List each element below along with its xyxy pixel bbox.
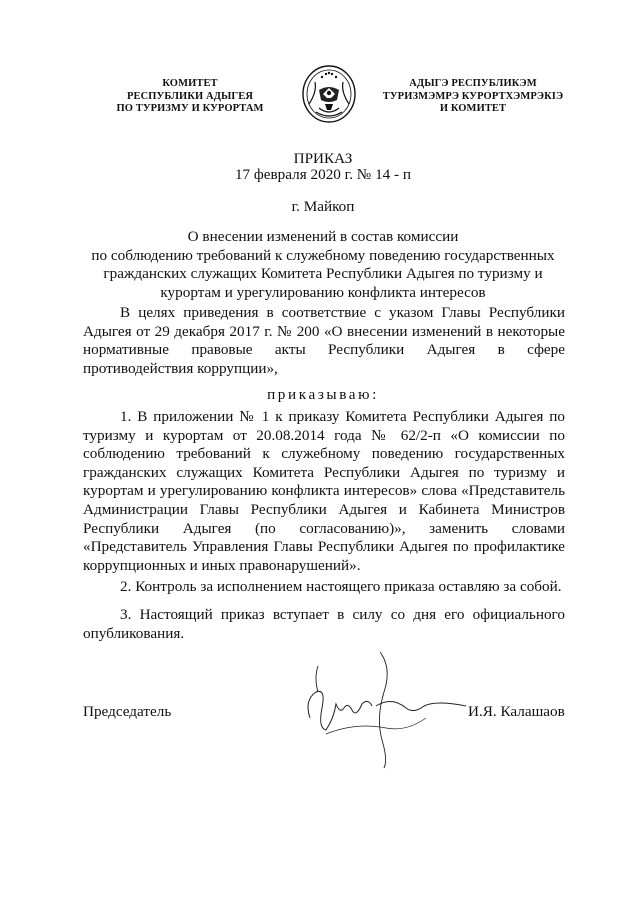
issuer-left-line: ПО ТУРИЗМУ И КУРОРТАМ	[116, 103, 264, 114]
item-1-paragraph: 1. В приложении № 1 к приказу Комитета Республики Адыгея по туризму и курортам от 20.08.2014 года № 62/2-п «О комиссии по соблюдению требований к служебному поведению государственных гражданских служащих Комитета Республики Адыгея по туризму и курортам и урегулированию конфликта интересов» слова «Представитель Администрации Главы Республики Адыгея и Кабинета Министров Республики Адыгея (по согласованию)», заменить словами «Представитель Управления Главы Республики Адыгея по профилактике коррупционных и иных правонарушений».	[83, 408, 565, 574]
order-date-number: 17 февраля 2020 г. № 14 - п	[234, 166, 412, 183]
signatory-name: И.Я. Калашаов	[468, 703, 565, 720]
item-3-paragraph: 3. Настоящий приказ вступает в силу со дня его официального опубликования.	[83, 606, 565, 642]
order-subject	[80, 228, 566, 302]
signatory-title: Председатель	[83, 703, 172, 720]
subject-line: О внесении изменений в состав комиссии	[187, 228, 459, 245]
subject-line: гражданских служащих Комитета Республики Адыгея по туризму и	[103, 265, 543, 283]
order-title: ПРИКАЗ	[293, 150, 353, 167]
issuer-left	[95, 78, 285, 116]
coat-of-arms-emblem-icon	[301, 64, 357, 124]
decree-word: приказываю:	[267, 386, 379, 403]
issuer-right	[368, 78, 578, 116]
issuer-left-line: КОМИТЕТ	[162, 78, 218, 89]
handwritten-signature	[296, 648, 466, 770]
item-2-paragraph: 2. Контроль за исполнением настоящего приказа оставляю за собой.	[120, 578, 562, 595]
order-city: г. Майкоп	[291, 198, 355, 215]
issuer-right-line: АДЫГЭ РЕСПУБЛИКЭМ	[409, 78, 537, 89]
issuer-right-line: И КОМИТЕТ	[439, 103, 507, 114]
issuer-right-line: ТУРИЗМЭМРЭ КУРОРТХЭМРЭКIЭ	[382, 90, 564, 102]
subject-line: курортам и урегулированию конфликта интересов	[160, 283, 486, 301]
issuer-left-line: РЕСПУБЛИКИ АДЫГЕЯ	[126, 90, 254, 102]
preamble-paragraph: В целях приведения в соответствие с указом Главы Республики Адыгея от 29 декабря 2017 г. № 200 «О внесении изменений в некоторые нормативные правовые акты Республики Адыгея в сфере противодействия коррупции»,	[83, 304, 565, 377]
subject-line: по соблюдению требований к служебному поведению государственных	[91, 246, 555, 264]
